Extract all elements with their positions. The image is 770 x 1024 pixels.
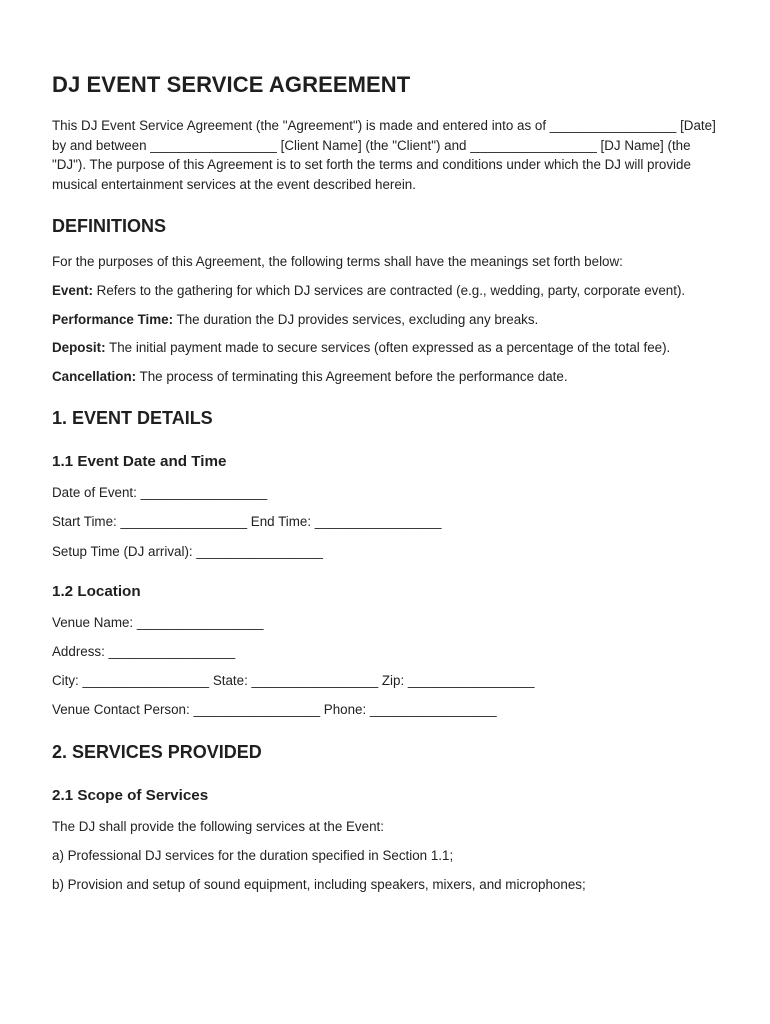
definition-text: Refers to the gathering for which DJ services are contracted (e.g., wedding, party, corporate event). bbox=[92, 282, 686, 298]
definition-term: Performance Time: bbox=[52, 311, 174, 327]
setup-time-line: Setup Time (DJ arrival): _________________ bbox=[52, 543, 323, 559]
start-end-time-line: Start Time: _________________ End Time: _________________ bbox=[52, 514, 442, 530]
document-title: DJ EVENT SERVICE AGREEMENT bbox=[52, 72, 411, 97]
definitions-intro: For the purposes of this Agreement, the following terms shall have the meanings set forth below: bbox=[52, 254, 623, 270]
city-state-zip-line: City: _________________ State: _________________ Zip: _________________ bbox=[52, 673, 535, 689]
subsection-1-1-heading: 1.1 Event Date and Time bbox=[52, 453, 227, 471]
definition-item-performance-time bbox=[52, 310, 724, 330]
service-item-b: b) Provision and setup of sound equipment, including speakers, mixers, and microphones; bbox=[52, 877, 586, 893]
definition-item-deposit bbox=[52, 338, 724, 358]
subsection-2-1-heading: 2.1 Scope of Services bbox=[52, 787, 209, 804]
venue-name-line: Venue Name: _________________ bbox=[52, 615, 264, 631]
venue-contact-line: Venue Contact Person: _________________ Phone: _________________ bbox=[52, 702, 497, 718]
definition-text: The process of terminating this Agreement before the performance date. bbox=[136, 368, 568, 384]
definition-term: Cancellation: bbox=[52, 368, 137, 384]
agreement-page bbox=[52, 72, 724, 904]
definition-text: The initial payment made to secure services (often expressed as a percentage of the total fee). bbox=[105, 340, 671, 356]
definition-term: Deposit: bbox=[52, 340, 106, 356]
definition-text: The duration the DJ provides services, excluding any breaks. bbox=[173, 311, 539, 327]
definition-item-event bbox=[52, 281, 724, 301]
subsection-1-2-heading: 1.2 Location bbox=[52, 583, 141, 601]
section-1-heading: 1. EVENT DETAILS bbox=[52, 408, 213, 429]
intro-paragraph: This DJ Event Service Agreement (the "Agreement") is made and entered into as of _________________ [Date] by and between _________________ [Client Name] (the "Client") and _________________ [DJ Name] (the "DJ"). The purpose of this Agreement is to set forth the terms and conditions under which the DJ will provide musical entertainment services at the event described herein. bbox=[52, 118, 716, 192]
date-of-event-line: Date of Event: _________________ bbox=[52, 485, 268, 501]
services-intro-line: The DJ shall provide the following services at the Event: bbox=[52, 819, 384, 834]
definition-term: Event: bbox=[52, 282, 93, 298]
section-2-heading: 2. SERVICES PROVIDED bbox=[52, 742, 262, 762]
definition-item-cancellation bbox=[52, 367, 724, 387]
service-item-a: a) Professional DJ services for the duration specified in Section 1.1; bbox=[52, 848, 454, 864]
definitions-heading: DEFINITIONS bbox=[52, 216, 167, 237]
address-line: Address: _________________ bbox=[52, 644, 236, 660]
